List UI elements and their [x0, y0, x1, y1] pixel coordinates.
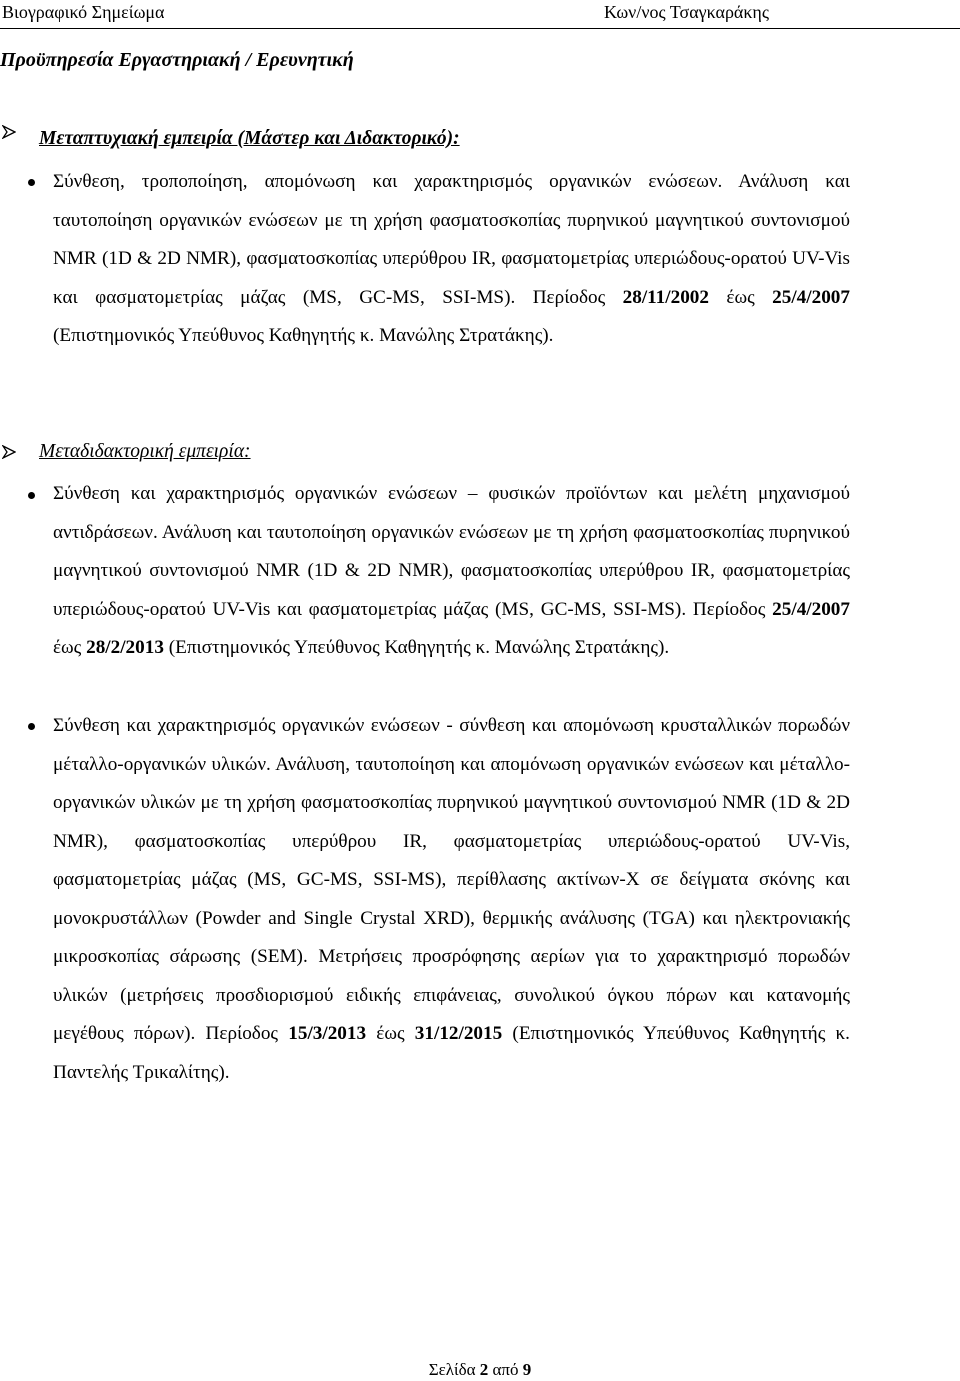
masters-phd-heading: Μεταπτυχιακή εμπειρία (Μάστερ και Διδακτορικό): — [39, 128, 460, 149]
masters-phd-paragraph: Σύνθεση, τροποποίηση, απομόνωση και χαρακτηρισμός οργανικών ενώσεων. Ανάλυση και ταυτοποίηση οργανικών ενώσεων με τη χρήση φασματοσκοπίας πυρηνικού μαγνητικού συντονισμού NMR (1D & 2D NMR), φασματοσκοπίας υπερύθρου IR, φασματομετρίας υπεριώδους-ορατού UV-Vis και φασματομετρίας μάζας (MS, GC-MS, SSI-MS). Περίοδος 28/11/2002 έως 25/4/2007 (Επιστημονικός Υπεύθυνος Καθηγητής κ. Μανώλης Στρατάκης). — [53, 171, 850, 346]
header-document-title: Βιογραφικό Σημείωμα — [2, 2, 165, 22]
bullet-dot-icon — [28, 492, 35, 499]
arrowhead-bullet-icon — [2, 125, 16, 139]
section-title: Προϋπηρεσία Εργαστηριακή / Ερευνητική — [0, 49, 354, 71]
page-footer: Σελίδα 2 από 9 — [428, 1360, 532, 1379]
postdoc-paragraph-2: Σύνθεση και χαρακτηρισμός οργανικών ενώσεων - σύνθεση και απομόνωση κρυσταλλικών πορωδών μέταλλο-οργανικών υλικών. Ανάλυση, ταυτοποίηση και απομόνωση οργανικών ενώσεων και μέταλλο-οργανικών υλικών με τη χρήση φασματοσκοπίας πυρηνικού μαγνητικού συντονισμού NMR (1D & 2D NMR), φασματοσκοπίας υπερύθρου IR, φασματομετρίας υπεριώδους-ορατού UV-Vis, φασματομετρίας μάζας (MS, GC-MS, SSI-MS), περίθλασης ακτίνων-Χ σε δείγματα σκόνης και μονοκρυστάλλων (Powder and Single Crystal XRD), θερμικής ανάλυσης (TGA) και ηλεκτρονιακής μικροσκοπίας σάρωσης (SEM). Μετρήσεις προσρόφησης αερίων για το χαρακτηρισμό πορωδών υλικών (μετρήσεις προσδιορισμού ειδικής επιφάνειας, συνολικού όγκου πόρων και κατανομής μεγέθους πόρων). Περίοδος 15/3/2013 έως 31/12/2015 (Επιστημονικός Υπεύθυνος Καθηγητής κ. Παντελής Τρικαλίτης). — [53, 715, 850, 1083]
header-author-name: Κων/νος Τσαγκαράκης — [604, 2, 769, 22]
header-rule — [0, 28, 960, 29]
postdoc-paragraph-1: Σύνθεση και χαρακτηρισμός οργανικών ενώσεων – φυσικών προϊόντων και μελέτη μηχανισμού αντιδράσεων. Ανάλυση και ταυτοποίηση οργανικών ενώσεων με τη χρήση φασματοσκοπίας πυρηνικού μαγνητικού συντονισμού NMR (1D & 2D NMR), φασματοσκοπίας υπερύθρου IR, φασματομετρίας υπεριώδους-ορατού UV-Vis και φασματομετρίας μάζας (MS, GC-MS, SSI-MS). Περίοδος 25/4/2007 έως 28/2/2013 (Επιστημονικός Υπεύθυνος Καθηγητής κ. Μανώλης Στρατάκης). — [53, 483, 850, 658]
postdoc-heading: Μεταδιδακτορική εμπειρία: — [39, 441, 251, 462]
arrowhead-bullet-icon — [2, 445, 16, 459]
bullet-dot-icon — [28, 723, 35, 730]
bullet-dot-icon — [28, 179, 35, 186]
